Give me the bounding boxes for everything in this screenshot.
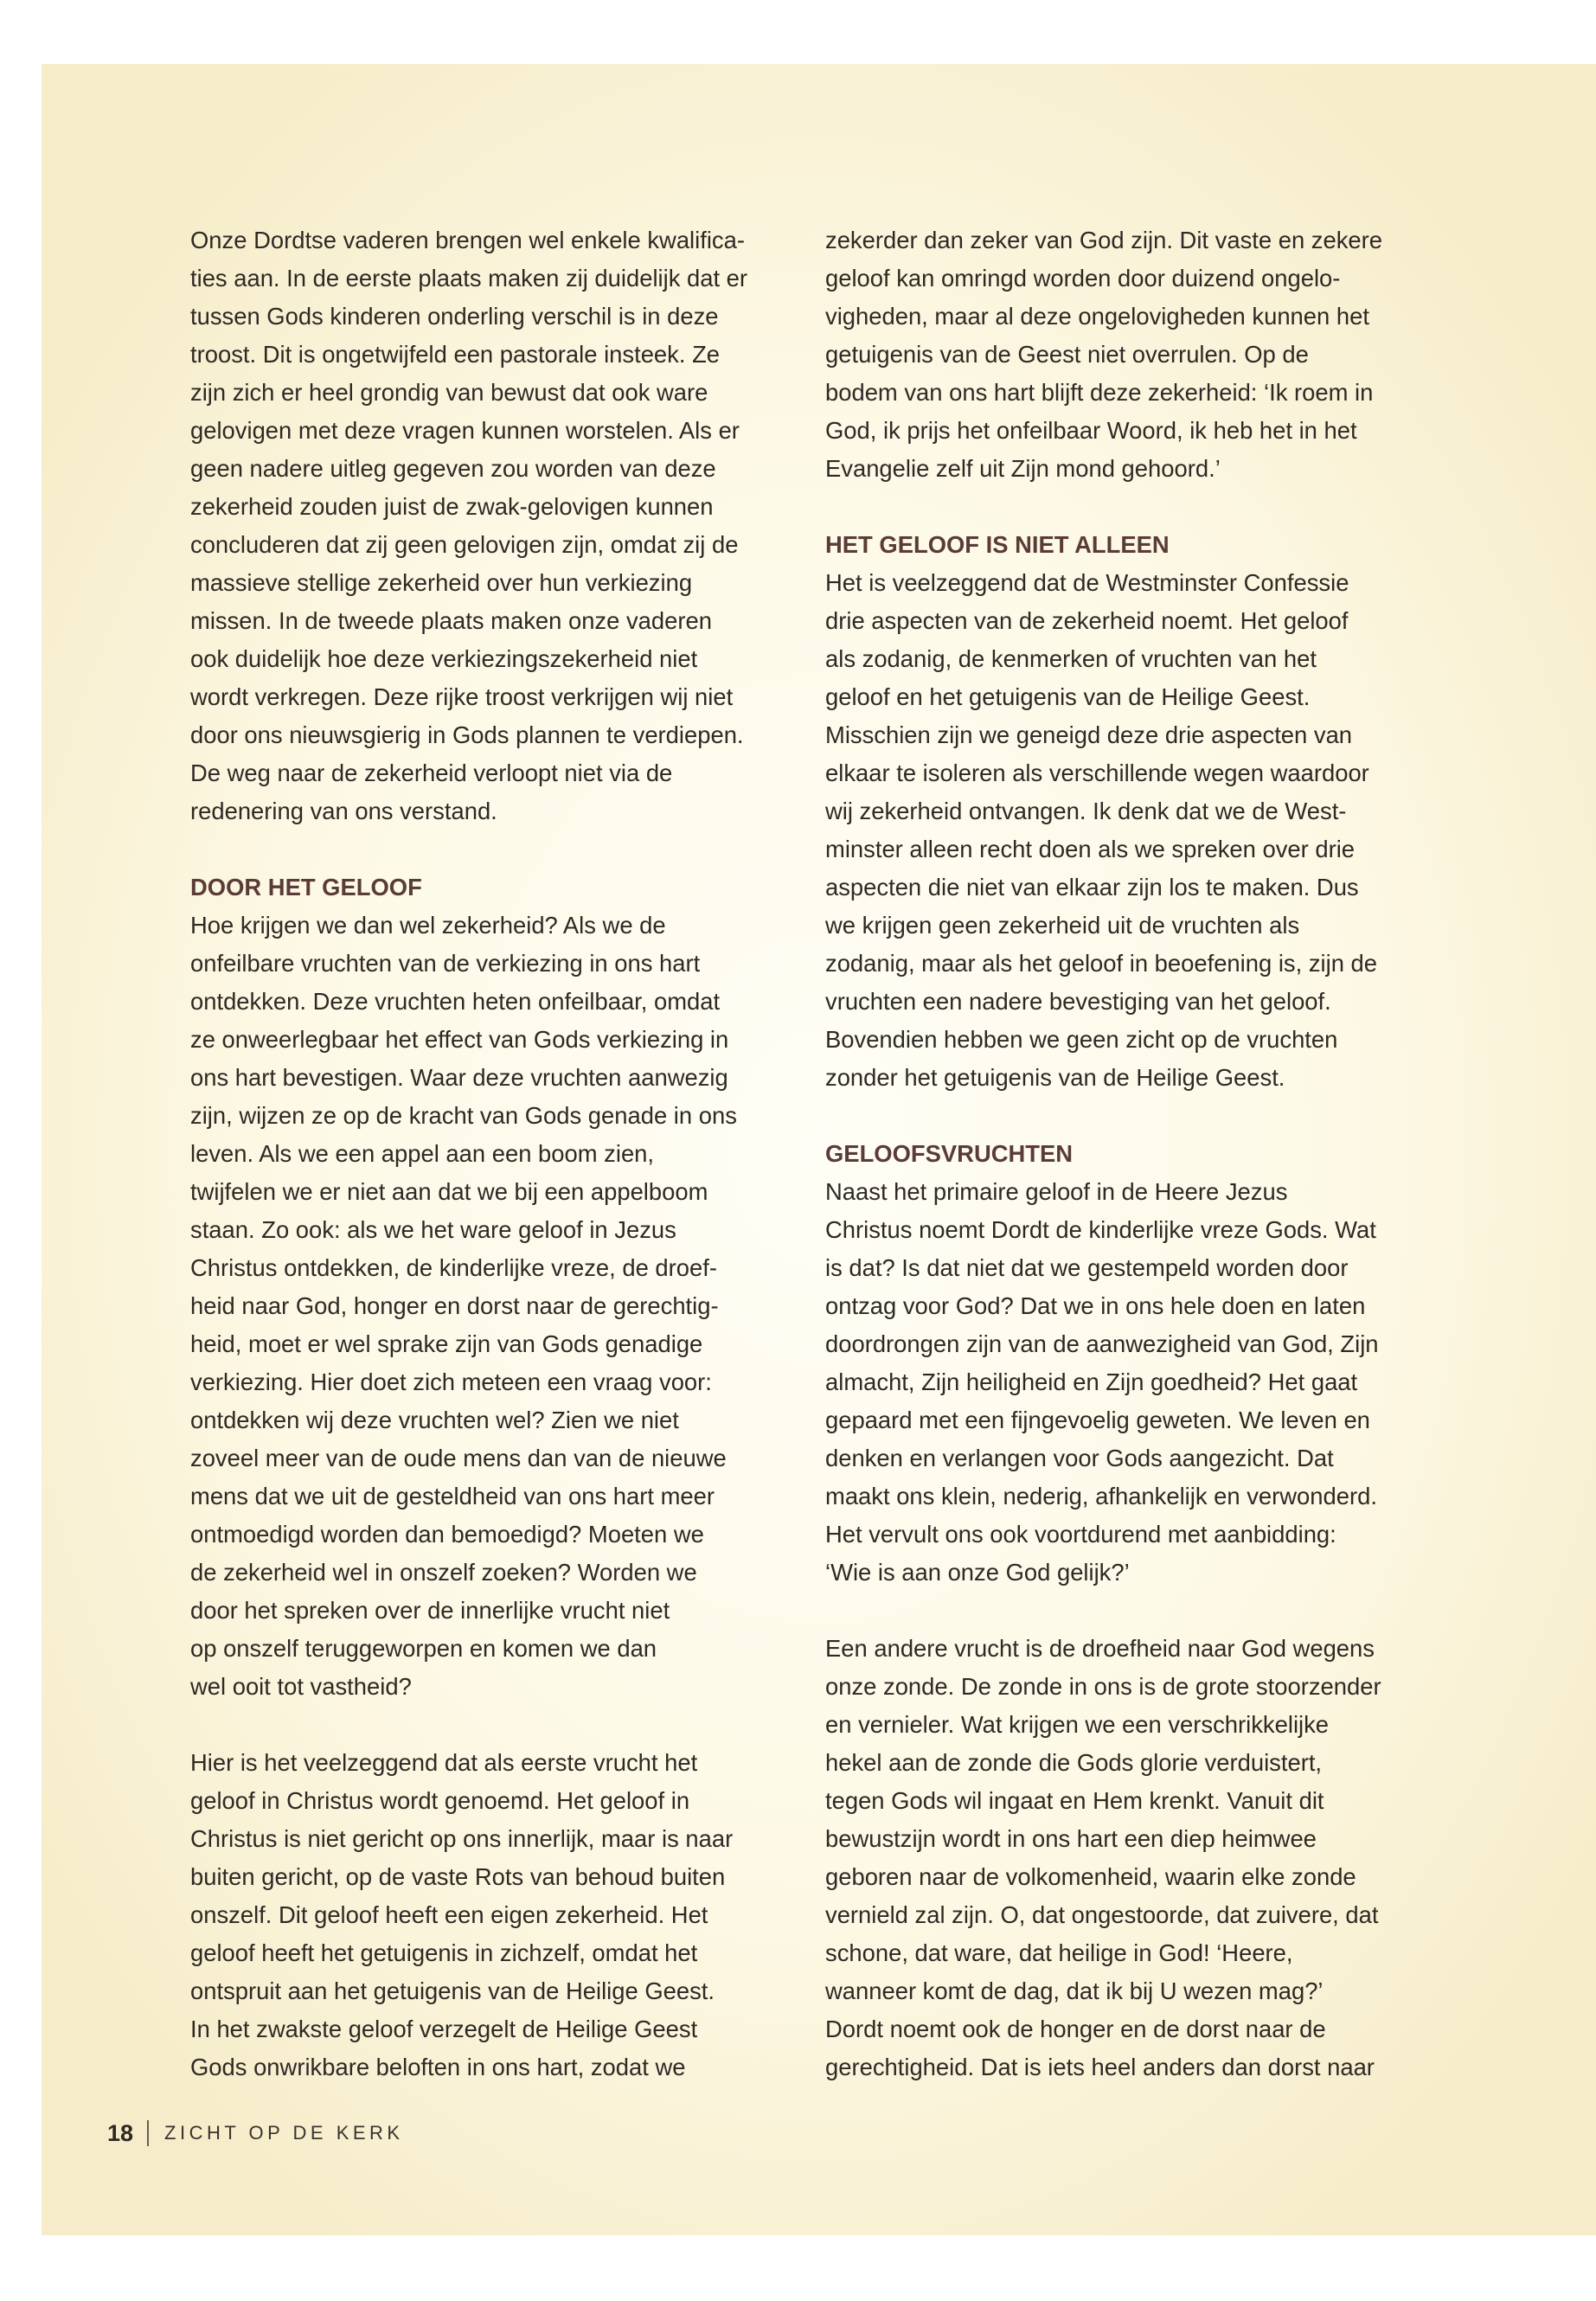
section-heading: HET GELOOF IS NIET ALLEEN: [825, 531, 1170, 558]
paragraph-gap: [190, 830, 787, 868]
text-line: zodanig, maar als het geloof in beoefening is, zijn de: [825, 950, 1378, 977]
text-line: door ons nieuwsgierig in Gods plannen te verdiepen.: [190, 721, 744, 748]
text-line: aspecten die niet van elkaar zijn los te maken. Dus: [825, 874, 1359, 901]
text-line: geloof heeft het getuigenis in zichzelf, omdat het: [190, 1939, 698, 1966]
text-line: geboren naar de volkomenheid, waarin elke zonde: [825, 1863, 1356, 1890]
text-line: ontdekken. Deze vruchten heten onfeilbaar, omdat: [190, 988, 721, 1015]
text-line: door het spreken over de innerlijke vrucht niet: [190, 1597, 670, 1624]
text-line: staan. Zo ook: als we het ware geloof in Jezus: [190, 1216, 676, 1243]
text-line: Hoe krijgen we dan wel zekerheid? Als we de: [190, 912, 666, 939]
section-heading: GELOOFSVRUCHTEN: [825, 1140, 1074, 1167]
text-line: wanneer komt de dag, dat ik bij U wezen mag?’: [825, 1977, 1324, 2004]
text-line: twijfelen we er niet aan dat we bij een appelboom: [190, 1178, 708, 1205]
text-line: Misschien zijn we geneigd deze drie aspecten van: [825, 721, 1353, 748]
page-number: 18: [107, 2119, 134, 2146]
paragraph-gap: [825, 488, 1422, 526]
text-line: op onszelf teruggeworpen en komen we dan: [190, 1635, 657, 1662]
text-line: tussen Gods kinderen onderling verschil is in deze: [190, 303, 719, 330]
text-line: zonder het getuigenis van de Heilige Geest.: [825, 1064, 1285, 1091]
text-line: ontmoedigd worden dan bemoedigd? Moeten we: [190, 1521, 704, 1548]
text-line: zekerder dan zeker van God zijn. Dit vaste en zekere: [825, 227, 1383, 253]
text-line: ontzag voor God? Dat we in ons hele doen en laten: [825, 1292, 1366, 1319]
text-line: mens dat we uit de gesteldheid van ons hart meer: [190, 1483, 715, 1509]
text-line: In het zwakste geloof verzegelt de Heilige Geest: [190, 2016, 698, 2042]
text-line: schone, dat ware, dat heilige in God! ‘Heere,: [825, 1939, 1293, 1966]
text-line: ons hart bevestigen. Waar deze vruchten aanwezig: [190, 1064, 728, 1091]
text-line: missen. In de tweede plaats maken onze vaderen: [190, 607, 712, 634]
page-footer: [107, 2116, 404, 2150]
text-line: ‘Wie is aan onze God gelijk?’: [825, 1559, 1130, 1586]
text-line: heid naar God, honger en dorst naar de gerechtig-: [190, 1292, 719, 1319]
text-line: vigheden, maar al deze ongelovigheden kunnen het: [825, 303, 1369, 330]
text-line: denken en verlangen voor Gods aangezicht. Dat: [825, 1445, 1334, 1471]
text-line: Onze Dordtse vaderen brengen wel enkele kwalifica-: [190, 227, 745, 253]
text-line: getuigenis van de Geest niet overrulen. Op de: [825, 341, 1309, 368]
left-column: [190, 221, 787, 2086]
text-line: is dat? Is dat niet dat we gestempeld worden door: [825, 1254, 1349, 1281]
text-line: ze onweerlegbaar het effect van Gods verkiezing in: [190, 1026, 729, 1053]
paragraph-gap: [190, 1706, 787, 1744]
footer-divider: [147, 2120, 149, 2146]
text-line: leven. Als we een appel aan een boom zien,: [190, 1140, 655, 1167]
paragraph-gap: [825, 1592, 1422, 1630]
text-line: troost. Dit is ongetwijfeld een pastorale insteek. Ze: [190, 341, 721, 368]
text-line: als zodanig, de kenmerken of vruchten van het: [825, 645, 1317, 672]
text-line: wij zekerheid ontvangen. Ik denk dat we de West-: [825, 798, 1347, 824]
text-line: Het vervult ons ook voortdurend met aanbidding:: [825, 1521, 1336, 1548]
text-line: heid, moet er wel sprake zijn van Gods genadige: [190, 1330, 703, 1357]
text-line: ties aan. In de eerste plaats maken zij duidelijk dat er: [190, 265, 748, 292]
text-line: en vernieler. Wat krijgen we een verschrikkelijke: [825, 1711, 1330, 1738]
text-line: geen nadere uitleg gegeven zou worden van deze: [190, 455, 716, 482]
text-line: De weg naar de zekerheid verloopt niet via de: [190, 760, 673, 786]
text-line: onszelf. Dit geloof heeft een eigen zekerheid. Het: [190, 1901, 708, 1928]
text-line: drie aspecten van de zekerheid noemt. Het geloof: [825, 607, 1349, 634]
paragraph-gap: [825, 1097, 1422, 1135]
text-line: ontdekken wij deze vruchten wel? Zien we niet: [190, 1407, 679, 1433]
text-line: minster alleen recht doen als we spreken over drie: [825, 836, 1356, 862]
text-line: Naast het primaire geloof in de Heere Jezus: [825, 1178, 1288, 1205]
text-line: Bovendien hebben we geen zicht op de vruchten: [825, 1026, 1338, 1053]
text-line: Evangelie zelf uit Zijn mond gehoord.’: [825, 455, 1221, 482]
text-line: Gods onwrikbare beloften in ons hart, zodat we: [190, 2054, 686, 2080]
magazine-page: [42, 64, 1596, 2235]
text-line: zijn, wijzen ze op de kracht van Gods genade in ons: [190, 1102, 737, 1129]
text-line: ontspruit aan het getuigenis van de Heilige Geest.: [190, 1977, 715, 2004]
text-line: Christus is niet gericht op ons innerlijk, maar is naar: [190, 1825, 734, 1852]
magazine-name: ZICHT OP DE KERK: [164, 2122, 404, 2144]
text-line: vernield zal zijn. O, dat ongestoorde, dat zuivere, dat: [825, 1901, 1379, 1928]
text-line: Dordt noemt ook de honger en de dorst naar de: [825, 2016, 1326, 2042]
text-line: hekel aan de zonde die Gods glorie verduistert,: [825, 1749, 1323, 1776]
text-line: zoveel meer van de oude mens dan van de nieuwe: [190, 1445, 727, 1471]
text-line: onze zonde. De zonde in ons is de grote stoorzender: [825, 1673, 1381, 1700]
text-line: verkiezing. Hier doet zich meteen een vraag voor:: [190, 1368, 712, 1395]
text-line: elkaar te isoleren als verschillende wegen waardoor: [825, 760, 1369, 786]
text-line: almacht, Zijn heiligheid en Zijn goedheid? Het gaat: [825, 1368, 1358, 1395]
text-line: buiten gericht, op de vaste Rots van behoud buiten: [190, 1863, 726, 1890]
text-line: bewustzijn wordt in ons hart een diep heimwee: [825, 1825, 1317, 1852]
text-line: wordt verkregen. Deze rijke troost verkrijgen wij niet: [190, 683, 734, 710]
text-line: Het is veelzeggend dat de Westminster Confessie: [825, 569, 1349, 596]
text-line: Een andere vrucht is de droefheid naar God wegens: [825, 1635, 1375, 1662]
text-line: geloof en het getuigenis van de Heilige Geest.: [825, 683, 1311, 710]
text-line: we krijgen geen zekerheid uit de vruchten als: [825, 912, 1300, 939]
text-line: geloof in Christus wordt genoemd. Het geloof in: [190, 1787, 690, 1814]
text-line: wel ooit tot vastheid?: [190, 1673, 412, 1700]
text-line: de zekerheid wel in onszelf zoeken? Worden we: [190, 1559, 697, 1586]
text-line: bodem van ons hart blijft deze zekerheid: ‘Ik roem in: [825, 379, 1374, 406]
text-line: vruchten een nadere bevestiging van het geloof.: [825, 988, 1331, 1015]
text-line: onfeilbare vruchten van de verkiezing in ons hart: [190, 950, 701, 977]
text-line: gerechtigheid. Dat is iets heel anders dan dorst naar: [825, 2054, 1375, 2080]
right-column: [825, 221, 1422, 2086]
text-line: zekerheid zouden juist de zwak-gelovigen kunnen: [190, 493, 714, 520]
text-line: massieve stellige zekerheid over hun verkiezing: [190, 569, 693, 596]
text-line: gepaard met een fijngevoelig geweten. We leven en: [825, 1407, 1370, 1433]
section-heading: DOOR HET GELOOF: [190, 874, 422, 901]
text-line: tegen Gods wil ingaat en Hem krenkt. Vanuit dit: [825, 1787, 1324, 1814]
text-line: maakt ons klein, nederig, afhankelijk en verwonderd.: [825, 1483, 1377, 1509]
text-line: doordrongen zijn van de aanwezigheid van God, Zijn: [825, 1330, 1379, 1357]
text-line: Christus noemt Dordt de kinderlijke vreze Gods. Wat: [825, 1216, 1376, 1243]
text-line: God, ik prijs het onfeilbaar Woord, ik heb het in het: [825, 417, 1357, 444]
text-line: ook duidelijk hoe deze verkiezingszekerheid niet: [190, 645, 698, 672]
text-line: Christus ontdekken, de kinderlijke vreze, de droef-: [190, 1254, 717, 1281]
text-line: Hier is het veelzeggend dat als eerste vrucht het: [190, 1749, 698, 1776]
text-line: geloof kan omringd worden door duizend ongelo-: [825, 265, 1341, 292]
text-line: zijn zich er heel grondig van bewust dat ook ware: [190, 379, 708, 406]
text-line: redenering van ons verstand.: [190, 798, 497, 824]
text-line: concluderen dat zij geen gelovigen zijn, omdat zij de: [190, 531, 739, 558]
text-line: gelovigen met deze vragen kunnen worstelen. Als er: [190, 417, 740, 444]
